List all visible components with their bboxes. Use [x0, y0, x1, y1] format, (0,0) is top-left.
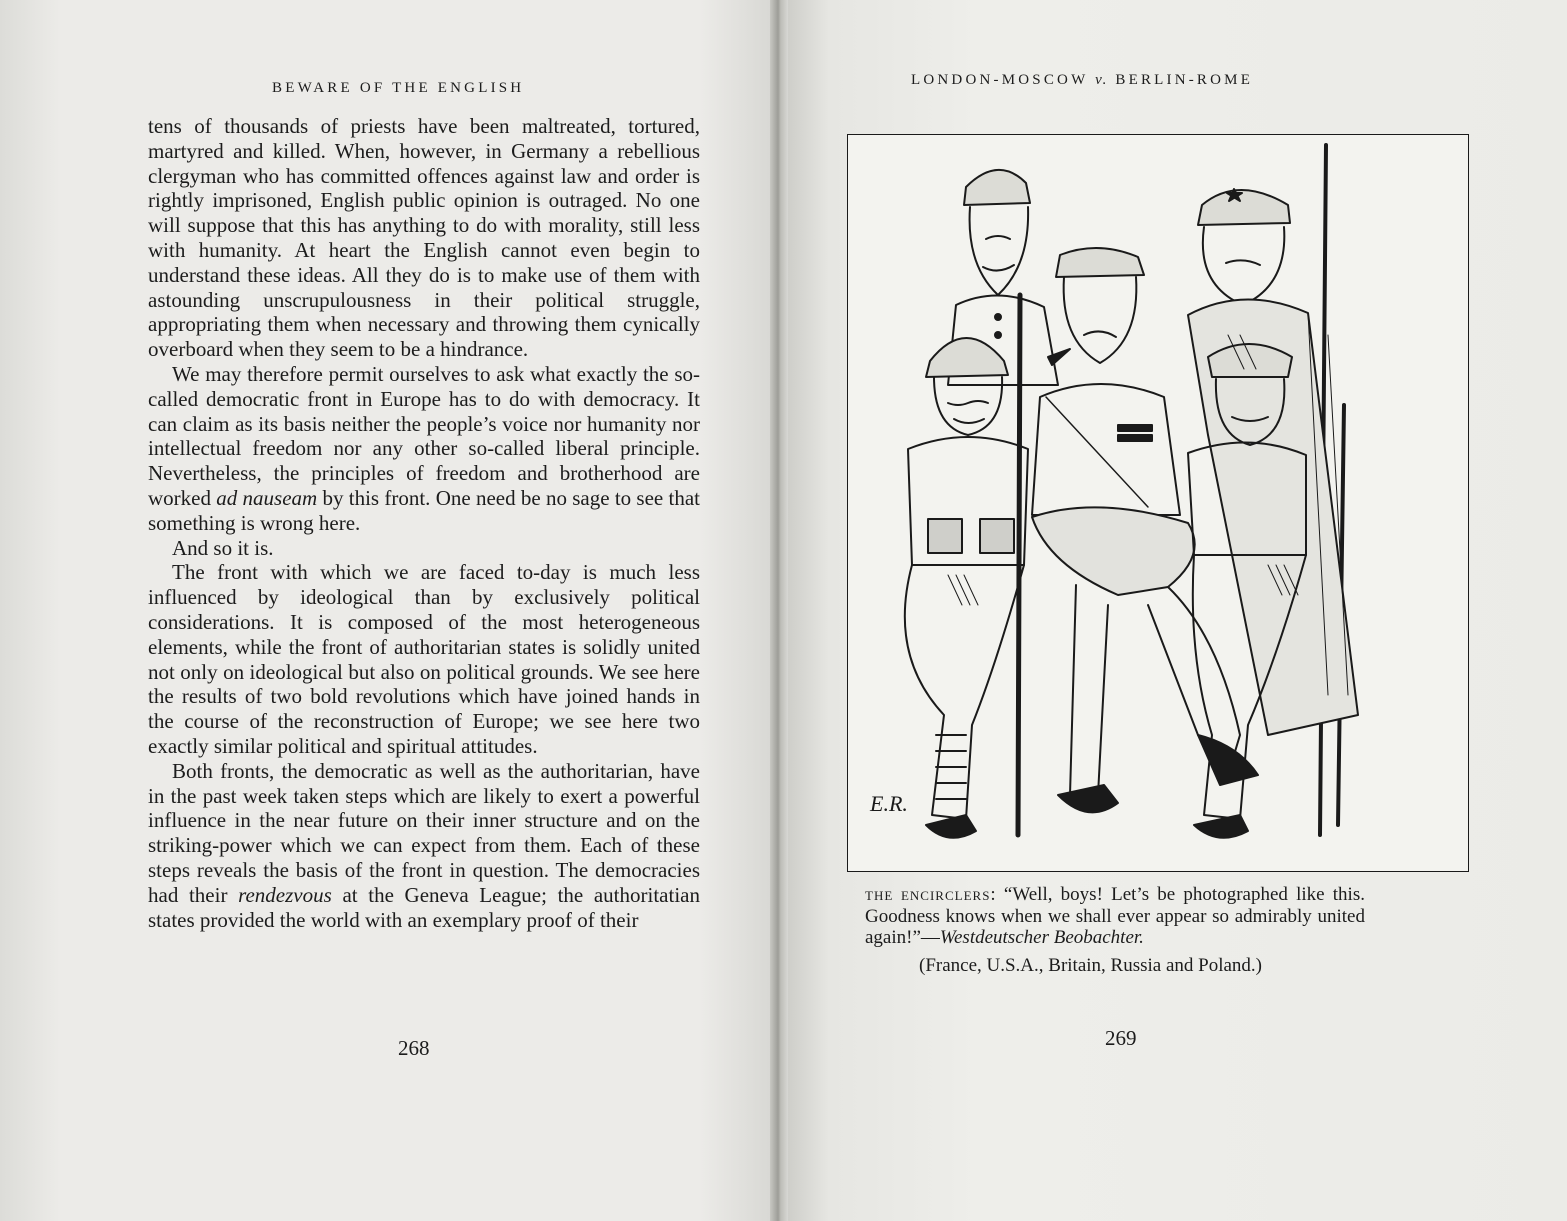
paragraph-2-text: We may therefore permit ourselves to ask what exactly the so-called democratic front in Europe has to do with democracy. It can claim as its basis neither the people’s voice nor humanity nor intellectual freedom nor any other so-called liberal principle. Nevertheless, the principles of freedom and brotherhood are worked: [148, 361, 700, 510]
right-running-head: [911, 72, 1253, 89]
paragraph-4: The front with which we are faced to-day is much less influenced by ideological than by exclusively political considerations. It is composed of the most heterogeneous elements, while the front of authoritarian states is solidly united not only on ideological but also on political grounds. We see here the results of two bold revolutions which have joined hands in the course of the reconstruction of Europe; we see here two exactly similar political and spiritual attitudes.: [148, 560, 700, 758]
paragraph-3: And so it is.: [172, 535, 274, 560]
paragraph-5-italic: rendezvous: [238, 882, 332, 907]
right-page-number: 269: [1105, 1026, 1137, 1050]
caption-text: : “Well, boys! Let’s be photographed like this. Goodness knows when we shall ever appear so admirably united again!”—: [865, 884, 1365, 948]
left-running-head: BEWARE OF THE ENGLISH: [272, 80, 525, 96]
left-page-number: 268: [398, 1036, 430, 1060]
paragraph-2-tail: by this front. One need be no sage to see that something is wrong here.: [148, 485, 701, 535]
left-body-text: [148, 114, 700, 932]
figure-usa: [905, 338, 1028, 838]
running-head-versus: v.: [1095, 72, 1109, 88]
paragraph-2: [148, 362, 700, 536]
caption-label: THE ENCIRCLERS: [865, 888, 991, 903]
paragraph-5: [148, 759, 700, 933]
paragraph-5-text: Both fronts, the democratic as well as the authoritarian, have in the past week taken steps which are likely to exert a powerful influence in the near future on their inner structure and on the striking-power which we can expect from them. Each of these steps reveals the basis of the front in question. The democracies had their: [148, 758, 700, 907]
cartoon-illustration: [847, 134, 1469, 872]
figure-caption: [865, 884, 1365, 948]
caption-source: Westdeutscher Beobachter.: [939, 927, 1144, 948]
paragraph-2-italic: ad nauseam: [216, 485, 318, 510]
left-page: [0, 0, 779, 1221]
paragraph-5-tail: at the Geneva League; the authoritatian states provided the world with an exemplary proof of their: [148, 882, 700, 932]
running-head-part-b: BERLIN-ROME: [1115, 72, 1254, 88]
paragraph-1: tens of thousands of priests have been maltreated, tortured, martyred and killed. When, however, in Germany a rebellious clergyman who has committed offences against law and order is rightly imprisoned, English public opinion is outraged. No one will suppose that this has anything to do with morality, still less with humanity. At heart the English cannot even begin to understand these ideas. All they do is to make use of them with astounding unscrupulousness in their political struggle, appropriating them when necessary and throwing them cynically overboard when they seem to be a hindrance.: [148, 114, 700, 362]
book-gutter: [770, 0, 788, 1221]
right-page: [779, 0, 1567, 1221]
cartoon-drawing: [848, 135, 1468, 871]
running-head-part-a: LONDON-MOSCOW: [911, 72, 1089, 88]
caption-note: (France, U.S.A., Britain, Russia and Poland.): [919, 955, 1263, 976]
artist-signature: E.R.: [870, 791, 908, 816]
